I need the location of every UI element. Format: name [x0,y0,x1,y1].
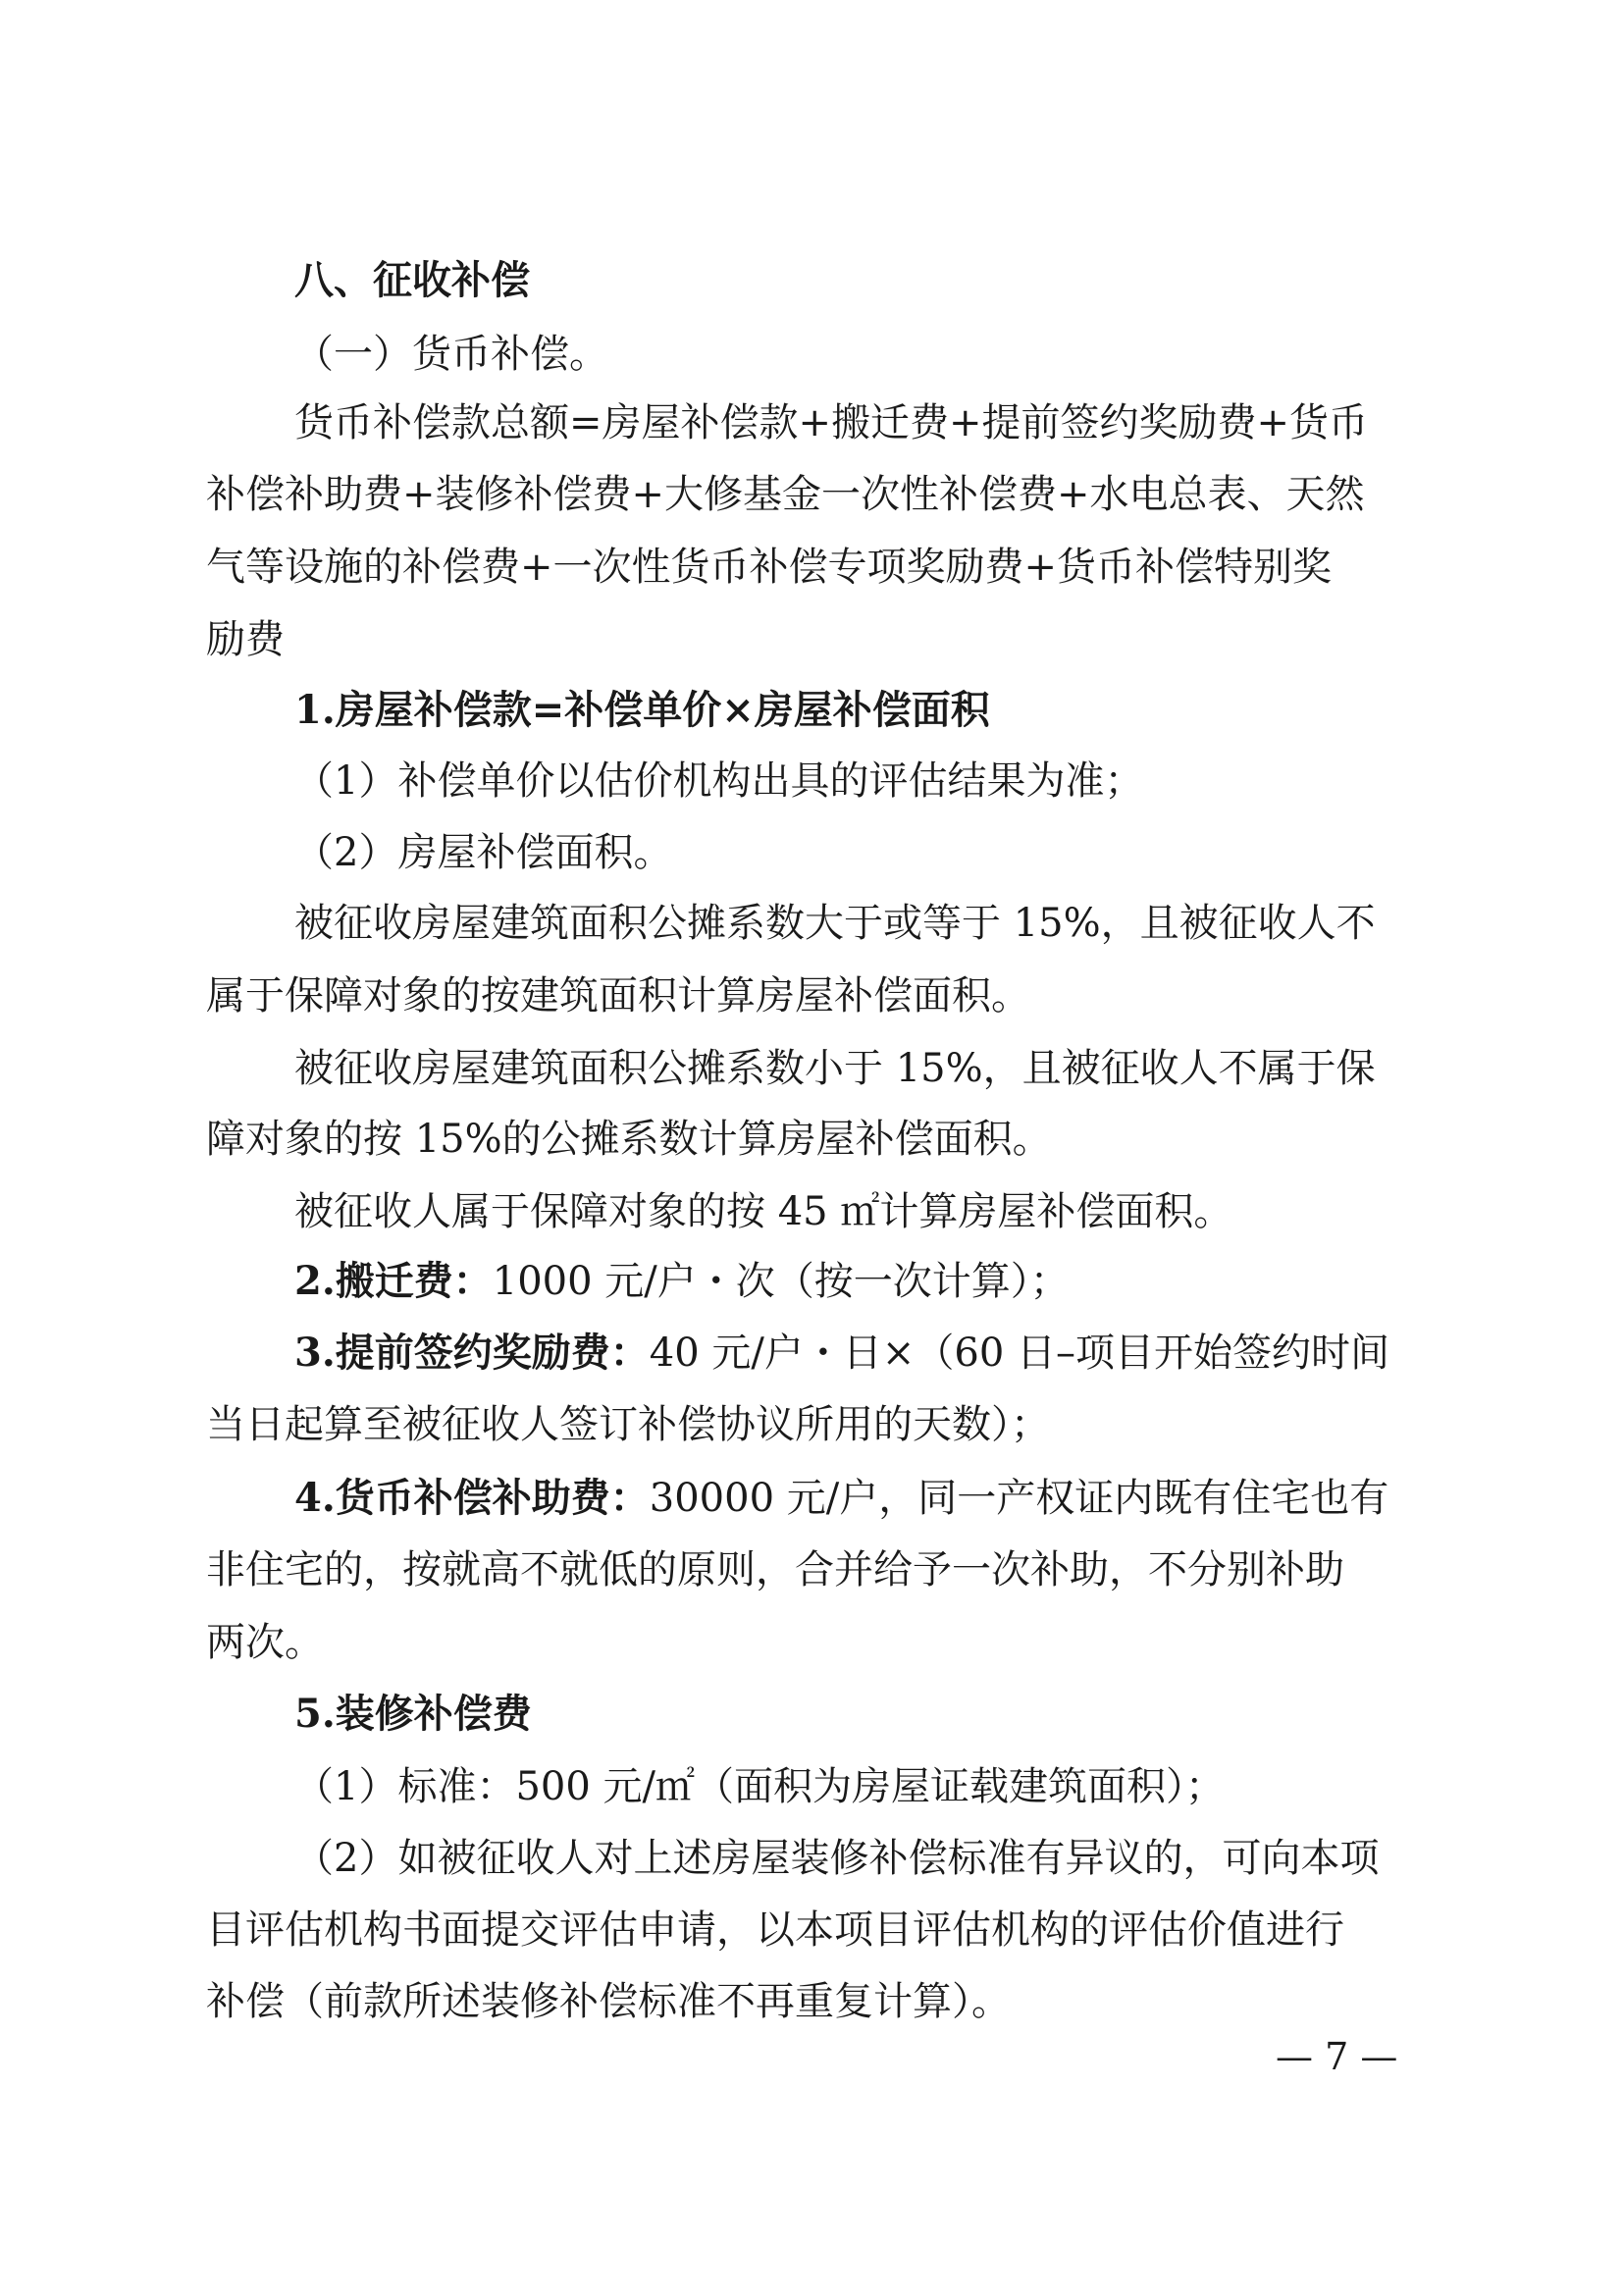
item5-sub2-line-3: 补偿（前款所述装修补偿标准不再重复计算）。 [206,1979,1011,2024]
item3-line-2: 当日起算至被征收人签订补偿协议所用的天数）； [206,1402,1050,1447]
item4-line-3: 两次。 [206,1620,324,1665]
item5-sub2-line-2: 目评估机构书面提交评估申请，以本项目评估机构的评估价值进行 [206,1907,1344,1953]
formula-line-3: 气等设施的补偿费+一次性货币补偿专项奖励费+货币补偿特别奖 [206,545,1333,590]
item1-para-a-line-2: 属于保障对象的按建筑面积计算房屋补偿面积。 [206,973,1030,1018]
item4-line-2: 非住宅的，按就高不就低的原则，合并给予一次补助，不分别补助 [206,1547,1344,1592]
item5-sub2-line-1: （2）如被征收人对上述房屋装修补偿标准有异议的，可向本项 [294,1836,1380,1881]
item5-title: 5.装修补偿费 [294,1691,532,1737]
subsection-heading: （一）货币补偿。 [294,332,608,377]
formula-line-2: 补偿补助费+装修补偿费+大修基金一次性补偿费+水电总表、天然 [206,472,1365,517]
item1-para-b-line-1: 被征收房屋建筑面积公摊系数小于 15%，且被征收人不属于保 [294,1046,1376,1091]
item2-text: 1000 元/户・次（按一次计算）； [492,1259,1070,1304]
page-number: — 7 — [1276,2035,1398,2078]
item3-line-1 [294,1330,1389,1377]
item3-text: 40 元/户・日×（60 日–项目开始签约时间 [649,1331,1389,1376]
item1-para-b-line-2: 障对象的按 15%的公摊系数计算房屋补偿面积。 [206,1117,1052,1162]
item1-para-c: 被征收人属于保障对象的按 45 ㎡计算房屋补偿面积。 [294,1189,1233,1234]
item1-title: 1.房屋补偿款=补偿单价×房屋补偿面积 [294,687,990,733]
item2-line [294,1258,1070,1305]
item1-sub2: （2）房屋补偿面积。 [294,830,673,875]
item3-label: 3.提前签约奖励费： [294,1330,650,1376]
item2-label: 2.搬迁费： [294,1258,493,1304]
section-heading: 八、征收补偿 [294,257,530,303]
item5-sub1: （1）标准：500 元/㎡（面积为房屋证载建筑面积）； [294,1764,1225,1809]
item4-label: 4.货币补偿补助费： [294,1475,650,1521]
formula-line-4: 励费 [206,617,285,662]
item1-para-a-line-1: 被征收房屋建筑面积公摊系数大于或等于 15%，且被征收人不 [294,901,1376,946]
item1-sub1: （1）补偿单价以估价机构出具的评估结果为准； [294,758,1144,804]
item4-line-1 [294,1475,1388,1522]
item4-text: 30000 元/户，同一产权证内既有住宅也有 [649,1476,1389,1521]
formula-line-1: 货币补偿款总额=房屋补偿款+搬迁费+提前签约奖励费+货币 [294,400,1369,445]
